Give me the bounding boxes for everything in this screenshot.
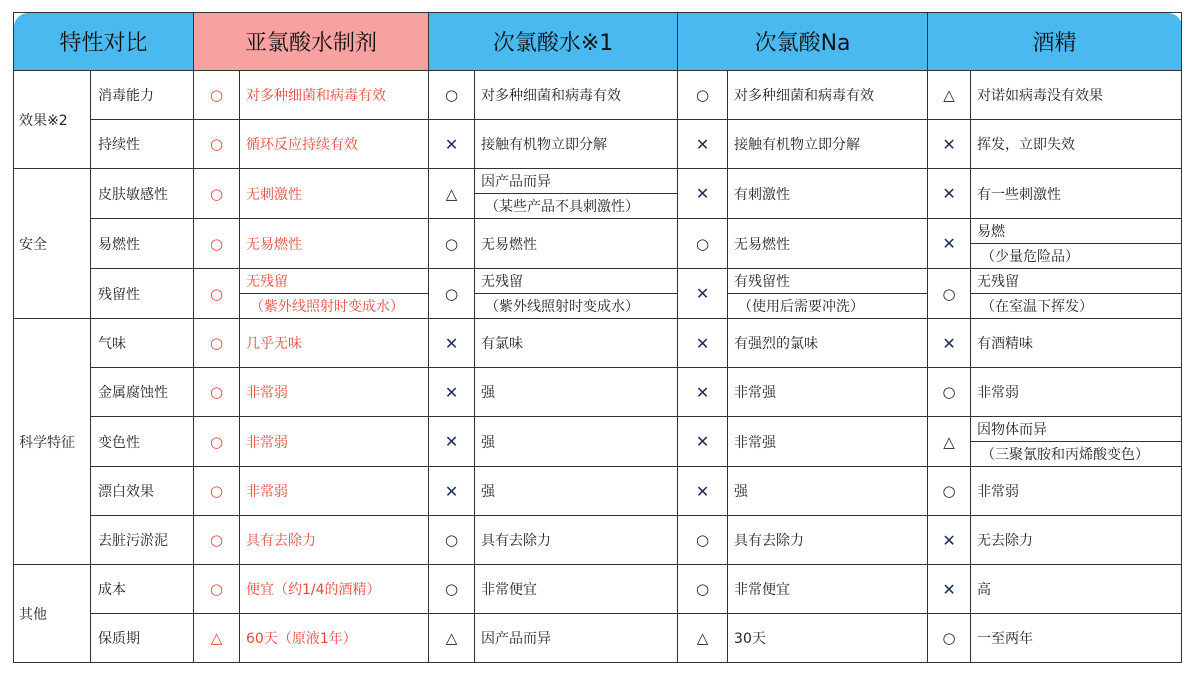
cross-mark-icon: ✕ [928, 516, 971, 565]
circle-mark-icon: ○ [678, 71, 728, 120]
cell-text: 强 [475, 467, 678, 516]
table-row [14, 565, 1182, 614]
row-item-label: 变色性 [91, 417, 194, 467]
cell-split [728, 269, 928, 319]
circle-mark-icon: ○ [194, 417, 240, 467]
circle-mark-icon: ○ [429, 565, 475, 614]
header-sodium-hypochlorite: 次氯酸Na [678, 13, 928, 71]
cross-mark-icon: ✕ [928, 319, 971, 368]
cell-text: 对多种细菌和病毒有效 [475, 71, 678, 120]
circle-mark-icon: ○ [194, 467, 240, 516]
row-item-label: 金属腐蚀性 [91, 368, 194, 417]
cell-note: （三聚氰胺和丙烯酸变色） [981, 447, 1150, 463]
cross-mark-icon: ✕ [928, 169, 971, 219]
cell-text: 非常弱 [971, 368, 1182, 417]
table-row [14, 269, 1182, 319]
cell-text: 对诺如病毒没有效果 [971, 71, 1182, 120]
cell-split [971, 219, 1182, 269]
circle-mark-icon: ○ [194, 169, 240, 219]
header-hypochlorous-acid-water: 次氯酸水※1 [429, 13, 678, 71]
cell-text: 无刺激性 [240, 169, 429, 219]
comparison-table [13, 12, 1182, 663]
category-effect: 效果※2 [14, 71, 91, 169]
cell-text: 有一些刺激性 [971, 169, 1182, 219]
cell-text: 非常强 [728, 368, 928, 417]
circle-mark-icon: ○ [194, 120, 240, 169]
row-item-label: 气味 [91, 319, 194, 368]
circle-mark-icon: ○ [678, 516, 728, 565]
cross-mark-icon: ✕ [678, 368, 728, 417]
cell-text: 有残留性 [728, 269, 927, 294]
cell-split [971, 269, 1182, 319]
cell-text: 循环反应持续有效 [240, 120, 429, 169]
cross-mark-icon: ✕ [928, 120, 971, 169]
circle-mark-icon: ○ [429, 269, 475, 319]
cell-text: 高 [971, 565, 1182, 614]
circle-mark-icon: ○ [928, 467, 971, 516]
cell-text: 因产品而异 [475, 169, 677, 194]
cross-mark-icon: ✕ [429, 120, 475, 169]
row-item-label: 皮肤敏感性 [91, 169, 194, 219]
cross-mark-icon: ✕ [429, 417, 475, 467]
header-chlorous-acid-water: 亚氯酸水制剂 [194, 13, 429, 71]
cross-mark-icon: ✕ [928, 565, 971, 614]
cell-text: 因物体而异 [971, 417, 1181, 442]
category-other: 其他 [14, 565, 91, 663]
table-row [14, 319, 1182, 368]
cross-mark-icon: ✕ [678, 120, 728, 169]
cell-text: 非常弱 [971, 467, 1182, 516]
cell-text: 60天（原液1年） [240, 614, 429, 663]
cell-text: 接触有机物立即分解 [728, 120, 928, 169]
row-item-label: 去脏污淤泥 [91, 516, 194, 565]
cell-text: 非常弱 [240, 368, 429, 417]
header-comparison: 特性对比 [14, 13, 194, 71]
circle-mark-icon: ○ [194, 71, 240, 120]
cell-text: 有强烈的氯味 [728, 319, 928, 368]
table-row [14, 368, 1182, 417]
table-row [14, 219, 1182, 269]
table-row [14, 614, 1182, 663]
category-science: 科学特征 [14, 319, 91, 565]
header-alcohol: 酒精 [928, 13, 1182, 71]
cell-split [240, 269, 429, 319]
cell-text: 有酒精味 [971, 319, 1182, 368]
circle-mark-icon: ○ [928, 368, 971, 417]
table-row [14, 467, 1182, 516]
triangle-mark-icon: △ [194, 614, 240, 663]
cell-text: 对多种细菌和病毒有效 [240, 71, 429, 120]
circle-mark-icon: ○ [194, 269, 240, 319]
triangle-mark-icon: △ [678, 614, 728, 663]
cross-mark-icon: ✕ [928, 219, 971, 269]
table-row [14, 417, 1182, 467]
cross-mark-icon: ✕ [678, 319, 728, 368]
cell-note: （紫外线照射时变成水） [485, 299, 640, 315]
table-row [14, 516, 1182, 565]
cell-text: 非常强 [728, 417, 928, 467]
cell-text: 无残留 [971, 269, 1181, 294]
cell-note: （使用后需要冲洗） [738, 299, 865, 315]
cell-text: 无残留 [240, 269, 428, 294]
cell-text: 一至两年 [971, 614, 1182, 663]
cell-text: 有氯味 [475, 319, 678, 368]
cross-mark-icon: ✕ [429, 368, 475, 417]
row-item-label: 漂白效果 [91, 467, 194, 516]
cell-text: 无易燃性 [240, 219, 429, 269]
cross-mark-icon: ✕ [678, 269, 728, 319]
cell-text: 无去除力 [971, 516, 1182, 565]
circle-mark-icon: ○ [678, 219, 728, 269]
circle-mark-icon: ○ [194, 565, 240, 614]
cross-mark-icon: ✕ [678, 467, 728, 516]
triangle-mark-icon: △ [928, 71, 971, 120]
cell-note: （少量危险品） [981, 249, 1080, 265]
cell-text: 具有去除力 [475, 516, 678, 565]
cell-text: 强 [475, 368, 678, 417]
circle-mark-icon: ○ [429, 219, 475, 269]
cell-text: 强 [728, 467, 928, 516]
circle-mark-icon: ○ [194, 368, 240, 417]
cell-note: （某些产品不具刺激性） [485, 199, 640, 215]
triangle-mark-icon: △ [429, 614, 475, 663]
table-row [14, 71, 1182, 120]
cell-split [475, 269, 678, 319]
cell-note: （在室温下挥发） [981, 299, 1094, 315]
cell-text: 具有去除力 [240, 516, 429, 565]
cell-text: 非常便宜 [728, 565, 928, 614]
cell-text: 无易燃性 [728, 219, 928, 269]
circle-mark-icon: ○ [194, 516, 240, 565]
triangle-mark-icon: △ [429, 169, 475, 219]
cell-text: 挥发，立即失效 [971, 120, 1182, 169]
cell-text: 便宜（约1/4的酒精） [240, 565, 429, 614]
row-item-label: 成本 [91, 565, 194, 614]
cell-text: 有刺激性 [728, 169, 928, 219]
row-item-label: 易燃性 [91, 219, 194, 269]
cross-mark-icon: ✕ [678, 169, 728, 219]
circle-mark-icon: ○ [678, 565, 728, 614]
cell-note: （紫外线照射时变成水） [250, 299, 405, 315]
circle-mark-icon: ○ [928, 269, 971, 319]
table-row [14, 120, 1182, 169]
comparison-table-container [13, 12, 1181, 664]
cross-mark-icon: ✕ [429, 319, 475, 368]
cell-text: 具有去除力 [728, 516, 928, 565]
circle-mark-icon: ○ [429, 516, 475, 565]
cell-text: 对多种细菌和病毒有效 [728, 71, 928, 120]
cell-text: 非常便宜 [475, 565, 678, 614]
cross-mark-icon: ✕ [678, 417, 728, 467]
cell-text: 几乎无味 [240, 319, 429, 368]
circle-mark-icon: ○ [429, 71, 475, 120]
cell-text: 30天 [728, 614, 928, 663]
cell-split [971, 417, 1182, 467]
cell-text: 易燃 [971, 219, 1181, 244]
cell-split [475, 169, 678, 219]
cell-text: 无易燃性 [475, 219, 678, 269]
cell-text: 因产品而异 [475, 614, 678, 663]
category-safety: 安全 [14, 169, 91, 319]
cell-text: 接触有机物立即分解 [475, 120, 678, 169]
cell-text: 非常弱 [240, 467, 429, 516]
cell-text: 无残留 [475, 269, 677, 294]
row-item-label: 持续性 [91, 120, 194, 169]
row-item-label: 消毒能力 [91, 71, 194, 120]
row-item-label: 保质期 [91, 614, 194, 663]
circle-mark-icon: ○ [928, 614, 971, 663]
circle-mark-icon: ○ [194, 219, 240, 269]
row-item-label: 残留性 [91, 269, 194, 319]
table-row [14, 169, 1182, 219]
cell-text: 强 [475, 417, 678, 467]
circle-mark-icon: ○ [194, 319, 240, 368]
triangle-mark-icon: △ [928, 417, 971, 467]
cross-mark-icon: ✕ [429, 467, 475, 516]
cell-text: 非常弱 [240, 417, 429, 467]
